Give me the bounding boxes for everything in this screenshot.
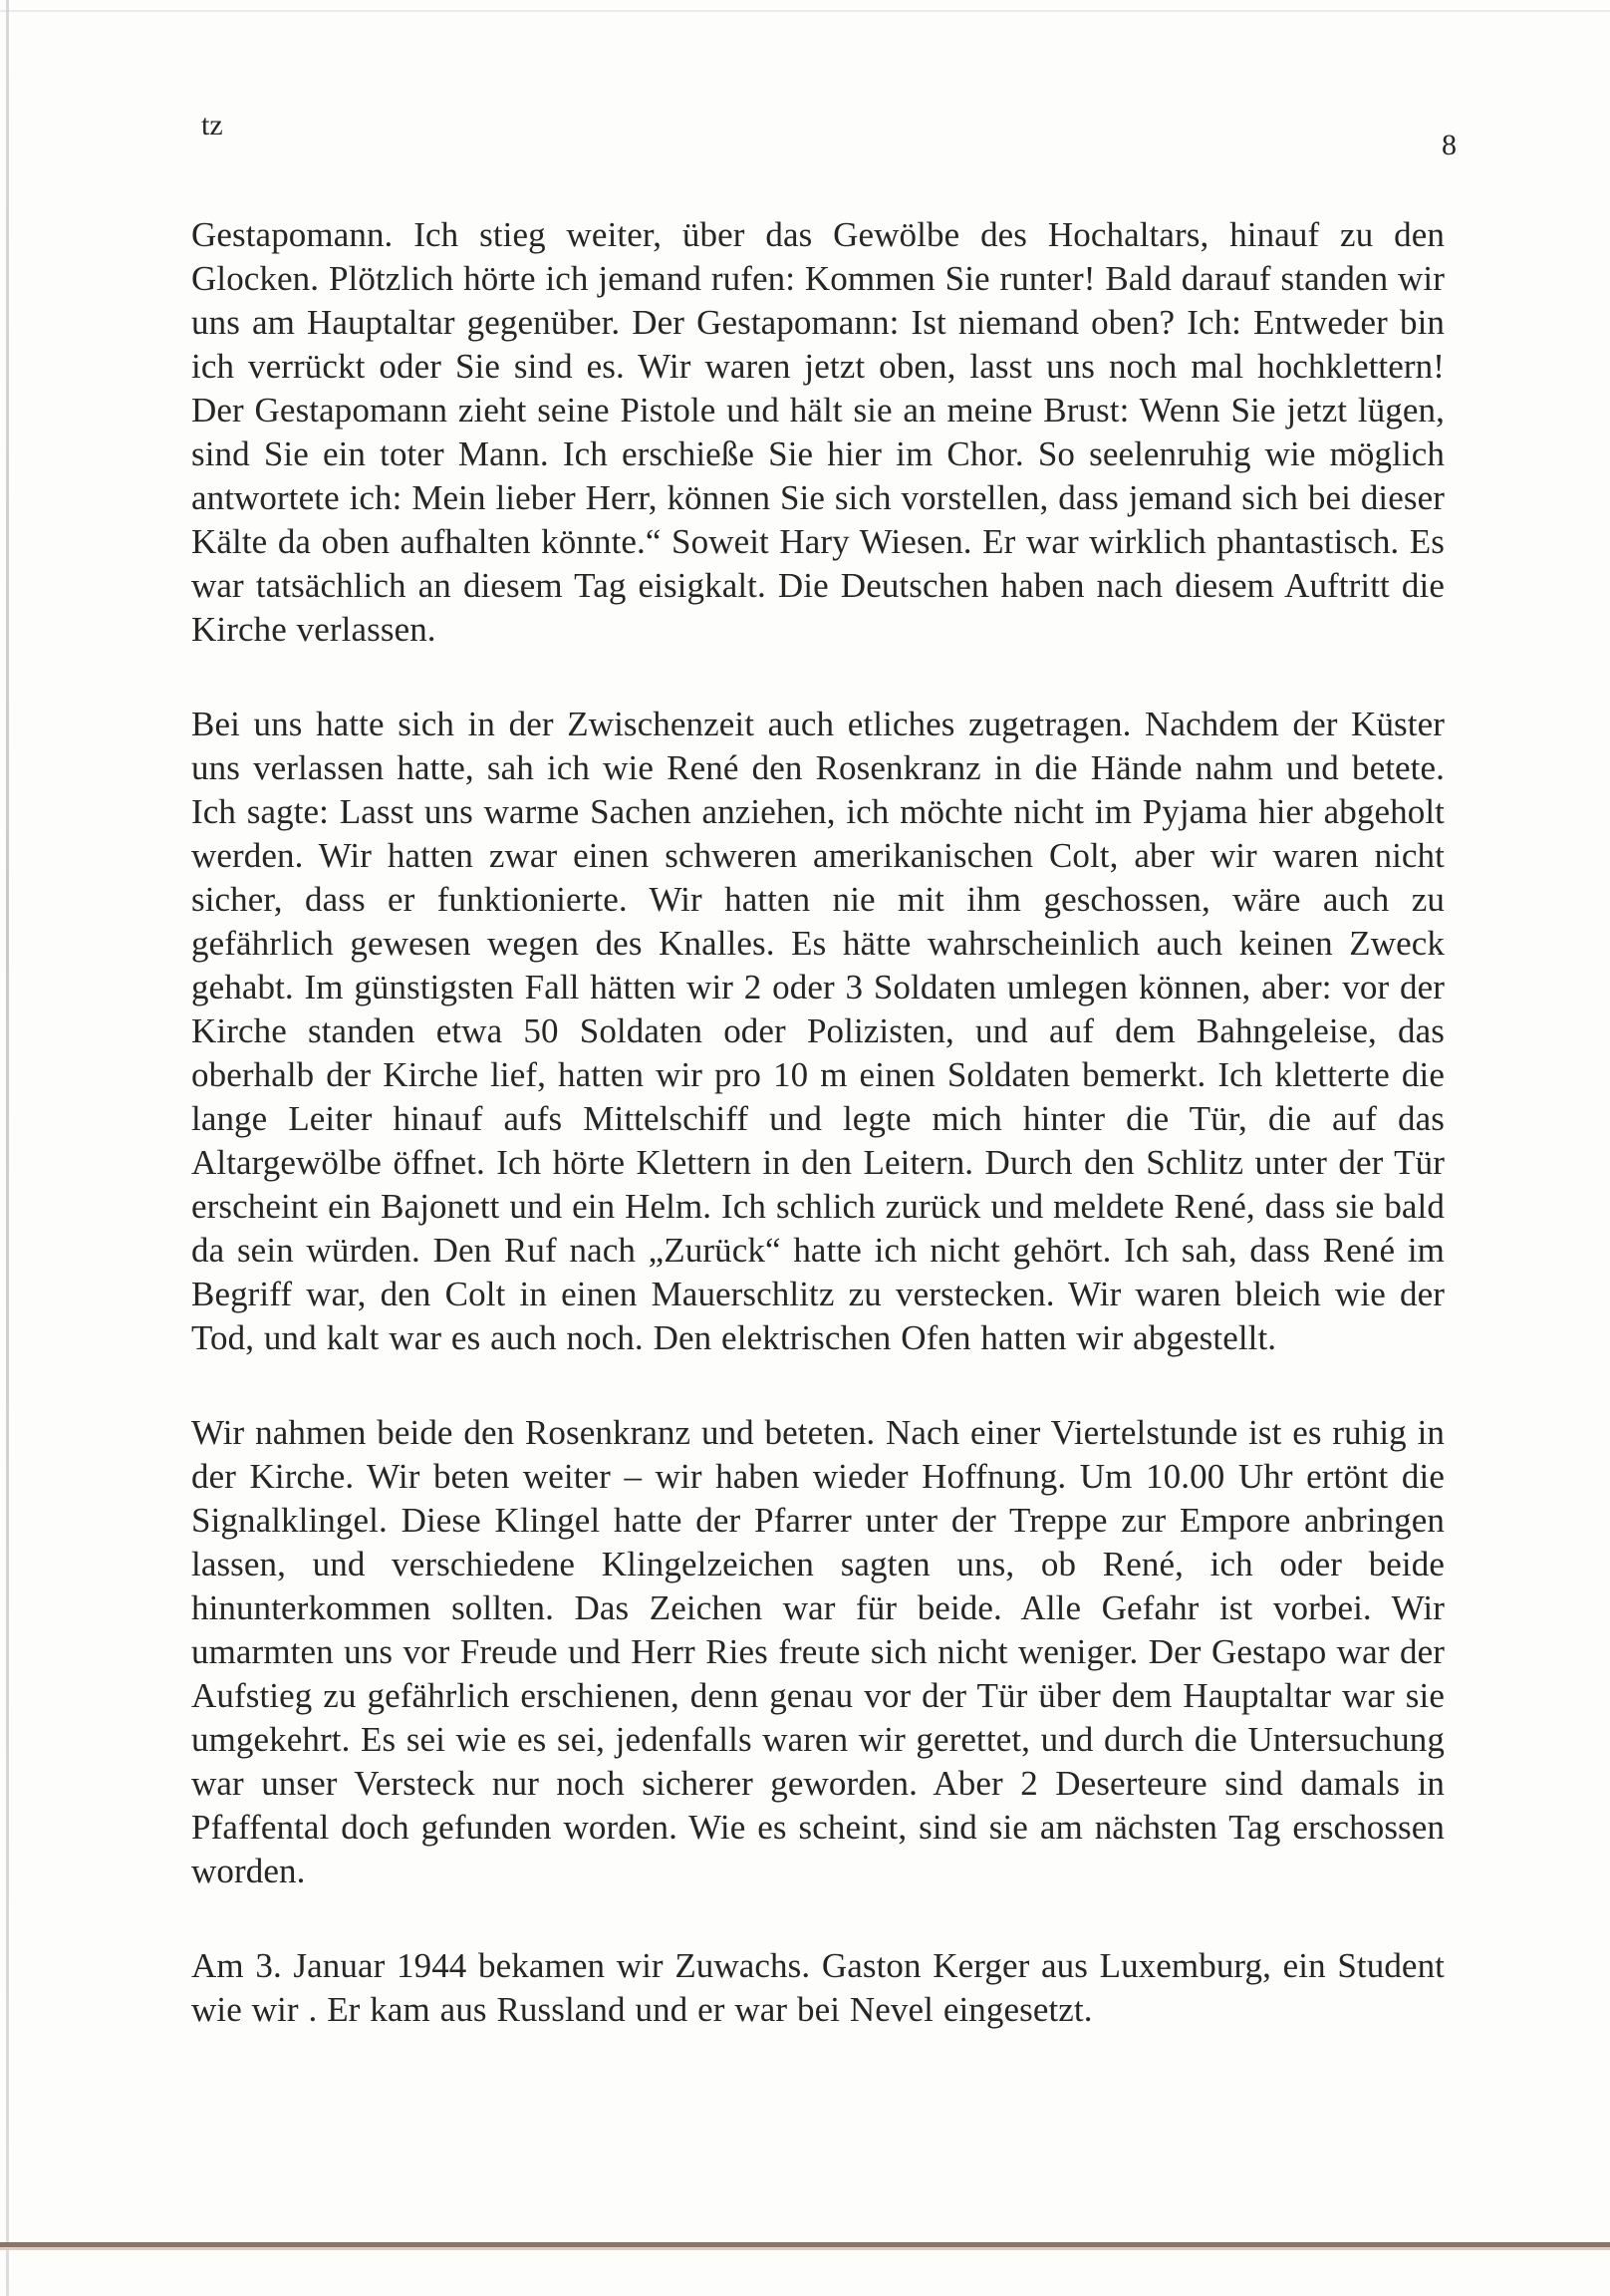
scan-edge-left: [6, 0, 9, 2296]
paragraph-2: Bei uns hatte sich in der Zwischenzeit auch etliches zugetragen. Nachdem der Küster uns verlassen hatte, sah ich wie René den Rosenkranz in die Hände nahm und betete. Ich sagte: Lasst uns warme Sachen anziehen, ich möchte nicht im Pyjama hier abgeholt werden. Wir hatten zwar einen schweren amerikanischen Colt, aber wir waren nicht sicher, dass er funktionierte. Wir hatten nie mit ihm geschossen, wäre auch zu gefährlich gewesen wegen des Knalles. Es hätte wahrscheinlich auch keinen Zweck gehabt. Im günstigsten Fall hätten wir 2 oder 3 Soldaten umlegen können, aber: vor der Kirche standen etwa 50 Soldaten oder Polizisten, und auf dem Bahngeleise, das oberhalb der Kirche lief, hatten wir pro 10 m einen Soldaten bemerkt. Ich kletterte die lange Leiter hinauf aufs Mittelschiff und legte mich hinter die Tür, die auf das Altargewölbe öffnet. Ich hörte Klettern in den Leitern. Durch den Schlitz unter der Tür erscheint ein Bajonett und ein Helm. Ich schlich zurück und meldete René, dass sie bald da sein würden. Den Ruf nach „Zurück“ hatte ich nicht gehört. Ich sah, dass René im Begriff war, den Colt in einen Mauerschlitz zu verstecken. Wir waren bleich wie der Tod, und kalt war es auch noch. Den elektrischen Ofen hatten wir abgestellt.: [191, 705, 1445, 1357]
paragraph-4: Am 3. Januar 1944 bekamen wir Zuwachs. Gaston Kerger aus Luxemburg, ein Student wie wir . Er kam aus Russland und er war bei Nevel eingesetzt.: [191, 1946, 1445, 2029]
scan-edge-top: [0, 10, 1610, 12]
page-number: 8: [1442, 129, 1457, 161]
paragraph-3: Wir nahmen beide den Rosenkranz und beteten. Nach einer Viertelstunde ist es ruhig in der Kirche. Wir beten weiter – wir haben wieder Hoffnung. Um 10.00 Uhr ertönt die Signalklingel. Diese Klingel hatte der Pfarrer unter der Treppe zur Empore anbringen lassen, und verschiedene Klingelzeichen sagten uns, ob René, ich oder beide hinunterkommen sollten. Das Zeichen war für beide. Alle Gefahr ist vorbei. Wir umarmten uns vor Freude und Herr Ries freute sich nicht weniger. Der Gestapo war der Aufstieg zu gefährlich erschienen, denn genau vor der Tür über dem Hauptaltar war sie umgekehrt. Es sei wie es sei, jedenfalls waren wir gerettet, und durch die Untersuchung war unser Versteck nur noch sicherer geworden. Aber 2 Deserteure sind damals in Pfaffental doch gefunden worden. Wie es scheint, sind sie am nächsten Tag erschossen worden.: [191, 1413, 1445, 1890]
footer-rule-shadow: [0, 2247, 1610, 2250]
header-initials: tz: [201, 109, 223, 142]
document-body: [191, 213, 1445, 2032]
paragraph-1: Gestapomann. Ich stieg weiter, über das Gewölbe des Hochaltars, hinauf zu den Glocken. Plötzlich hörte ich jemand rufen: Kommen Sie runter! Bald darauf standen wir uns am Hauptaltar gegenüber. Der Gestapomann: Ist niemand oben? Ich: Entweder bin ich verrückt oder Sie sind es. Wir waren jetzt oben, lasst uns noch mal hochklettern! Der Gestapomann zieht seine Pistole und hält sie an meine Brust: Wenn Sie jetzt lügen, sind Sie ein toter Mann. Ich erschieße Sie hier im Chor. So seelenruhig wie möglich antwortete ich: Mein lieber Herr, können Sie sich vorstellen, dass jemand sich bei dieser Kälte da oben aufhalten könnte.“ Soweit Hary Wiesen. Er war wirklich phantastisch. Es war tatsächlich an diesem Tag eisigkalt. Die Deutschen haben nach diesem Auftritt die Kirche verlassen.: [191, 215, 1445, 649]
